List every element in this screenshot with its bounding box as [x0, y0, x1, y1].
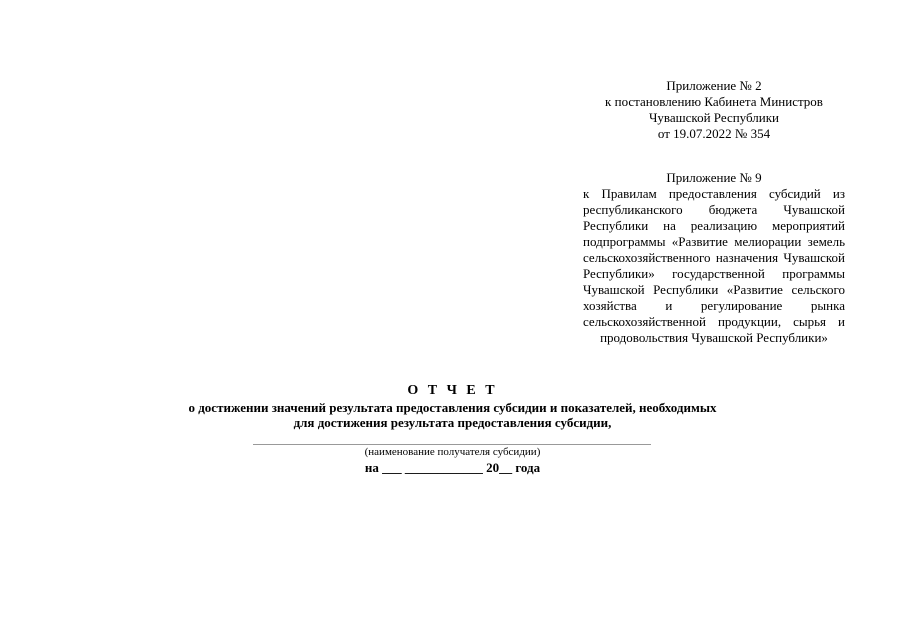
report-subtitle-line-2: для достижения результата предоставления субсидии, [293, 415, 612, 430]
appendix-2-line-2: Чувашской Республики [648, 110, 780, 125]
appendix-9-header [583, 170, 845, 346]
recipient-name-underline [253, 444, 651, 445]
appendix-2-title: Приложение № 2 [666, 78, 762, 93]
recipient-caption: (наименование получателя субсидии) [364, 446, 541, 458]
report-title-block [0, 382, 905, 430]
appendix-9-rules-text: к Правилам предоставления субсидий из республиканского бюджета Чувашской Республики на реализацию мероприятий подпрограммы «Развитие мелиорации земель сельскохозяйственного назначения Чувашской Республики» государственной программы Чувашской Республики «Развитие сельского хозяйства и регулирование рынка сельскохозяйственной продукции, сырья и продовольствия Чувашской Республики» [583, 186, 845, 345]
appendix-2-line-3: от 19.07.2022 № 354 [657, 126, 771, 141]
report-date-line: на ___ ____________ 20__ года [364, 460, 541, 475]
appendix-2-header [583, 78, 845, 142]
appendix-9-title: Приложение № 9 [666, 170, 762, 185]
report-subtitle-line-1: о достижении значений результата предоставления субсидии и показателей, необходимых [188, 400, 717, 415]
appendix-2-line-1: к постановлению Кабинета Министров [605, 94, 823, 109]
report-title: О Т Ч Е Т [407, 383, 498, 398]
